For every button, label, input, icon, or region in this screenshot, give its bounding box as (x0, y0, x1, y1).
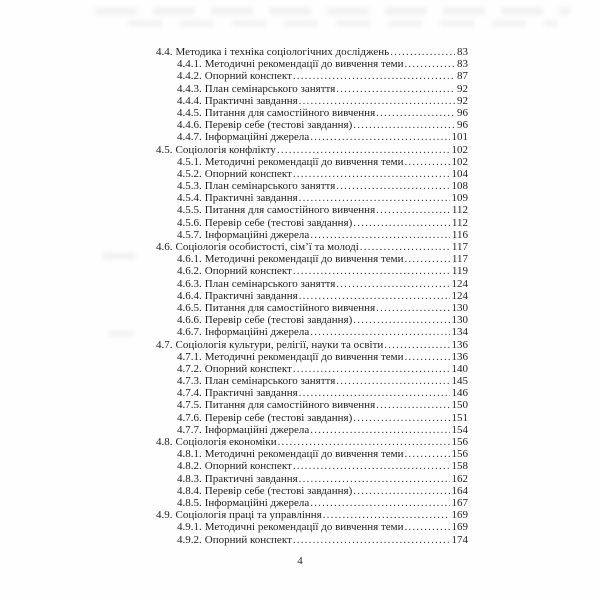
toc-entry-title: Практичні завдання (204, 387, 298, 400)
toc-entry-title: Методичні рекомендації до вивчення теми (204, 448, 404, 461)
toc-entry-page-number: 104 (451, 167, 468, 180)
scan-smudge-artifact (108, 331, 134, 336)
toc-subsection-row (156, 119, 468, 131)
toc-entry-title: Інформаційні джерела (204, 131, 310, 144)
toc-dot-leader (292, 534, 450, 546)
toc-subsection-row (156, 314, 468, 326)
toc-entry-title: Перевір себе (тестові завдання) (204, 216, 353, 229)
toc-entry-title: Питання для самостійного вивчення (204, 204, 376, 217)
toc-entry-number: 4.4.4. (177, 94, 202, 107)
toc-entry-number: 4.5.2. (177, 167, 202, 180)
toc-entry-page-number: 130 (451, 314, 468, 327)
toc-entry-page-number: 156 (451, 448, 468, 461)
toc-entry-number: 4.4.1. (177, 58, 202, 71)
toc-entry-page-number: 145 (451, 375, 468, 388)
page-number-footer: 4 (297, 555, 303, 567)
toc-dot-leader (352, 119, 455, 131)
toc-subsection-row (156, 156, 468, 168)
toc-entry-number: 4.5. (156, 143, 173, 156)
toc-subsection-row (156, 290, 468, 302)
toc-entry-title: План семінарського заняття (204, 82, 336, 95)
toc-entry-title: Інформаційні джерела (204, 423, 310, 436)
toc-entry-number: 4.8.2. (177, 460, 202, 473)
toc-entry-page-number: 169 (451, 509, 468, 522)
toc-dot-leader (335, 83, 455, 95)
toc-entry-title: Методика і техніка соціологічних досліджень (175, 46, 390, 58)
toc-entry-page-number: 130 (451, 301, 468, 314)
toc-entry-page-number: 174 (451, 533, 468, 546)
toc-dot-leader (335, 278, 449, 290)
toc-entry-page-number: 83 (457, 46, 468, 58)
toc-entry-title: Соціологія особистості, сім’ї та молоді (175, 241, 359, 253)
toc-subsection-row (156, 204, 468, 216)
toc-dot-leader (298, 192, 450, 204)
toc-subsection-row (156, 70, 468, 82)
toc-dot-leader (375, 204, 450, 216)
scan-bleedthrough-artifact (128, 20, 558, 27)
toc-section-row (156, 339, 468, 351)
toc-entry-title: Інформаційні джерела (204, 326, 310, 339)
toc-list (156, 46, 468, 546)
toc-entry-page-number: 101 (451, 131, 468, 144)
toc-entry-number: 4.4.5. (177, 106, 202, 119)
toc-entry-title: Питання для самостійного вивчення (204, 301, 376, 314)
toc-subsection-row (156, 326, 468, 338)
toc-subsection-row (156, 363, 468, 375)
toc-dot-leader (309, 424, 449, 436)
toc-entry-page-number: 140 (451, 362, 468, 375)
toc-dot-leader (309, 497, 449, 509)
toc-entry-page-number: 136 (451, 338, 468, 351)
toc-entry-title: Практичні завдання (204, 192, 298, 205)
toc-entry-number: 4.5.4. (177, 192, 202, 205)
toc-entry-page-number: 156 (451, 436, 468, 448)
toc-entry-title: Опорний конспект (204, 265, 292, 278)
toc-subsection-row (156, 265, 468, 277)
toc-subsection-row (156, 412, 468, 424)
toc-subsection-row (156, 485, 468, 497)
toc-dot-leader (352, 412, 449, 424)
toc-entry-number: 4.4.2. (177, 70, 202, 83)
scan-bleedthrough-artifact (95, 7, 570, 15)
toc-subsection-row (156, 302, 468, 314)
toc-subsection-row (156, 180, 468, 192)
toc-entry-title: Питання для самостійного вивчення (204, 106, 376, 119)
toc-entry-page-number: 169 (451, 521, 468, 534)
toc-entry-number: 4.6.6. (177, 314, 202, 327)
toc-dot-leader (383, 339, 449, 351)
toc-entry-page-number: 92 (457, 94, 468, 107)
toc-subsection-row (156, 253, 468, 265)
toc-dot-leader (403, 448, 449, 460)
toc-dot-leader (276, 144, 450, 156)
toc-dot-leader (352, 217, 450, 229)
toc-dot-leader (403, 351, 449, 363)
toc-entry-page-number: 117 (451, 253, 468, 266)
toc-subsection-row (156, 424, 468, 436)
toc-entry-title: Методичні рекомендації до вивчення теми (204, 350, 404, 363)
toc-entry-page-number: 124 (451, 289, 468, 302)
toc-entry-page-number: 134 (451, 326, 468, 339)
toc-entry-number: 4.8. (156, 436, 173, 448)
toc-dot-leader (309, 229, 450, 241)
toc-dot-leader (292, 363, 450, 375)
toc-entry-title: Опорний конспект (204, 167, 292, 180)
toc-section-row (156, 241, 468, 253)
toc-subsection-row (156, 131, 468, 143)
toc-entry-page-number: 124 (451, 277, 468, 290)
toc-subsection-row (156, 95, 468, 107)
toc-dot-leader (352, 485, 449, 497)
toc-entry-number: 4.9. (156, 509, 173, 522)
toc-dot-leader (352, 314, 449, 326)
toc-dot-leader (298, 387, 450, 399)
toc-dot-leader (403, 58, 455, 70)
toc-entry-title: План семінарського заняття (204, 375, 336, 388)
toc-entry-page-number: 116 (451, 228, 468, 241)
toc-entry-title: Опорний конспект (204, 460, 292, 473)
toc-entry-title: Методичні рекомендації до вивчення теми (204, 155, 404, 168)
toc-entry-number: 4.5.1. (177, 155, 202, 168)
toc-entry-title: Опорний конспект (204, 533, 292, 546)
toc-entry-title: Інформаційні джерела (204, 228, 310, 241)
toc-entry-page-number: 136 (451, 350, 468, 363)
toc-subsection-row (156, 229, 468, 241)
toc-entry-title: Методичні рекомендації до вивчення теми (204, 521, 404, 534)
toc-dot-leader (292, 70, 455, 82)
toc-entry-number: 4.6.2. (177, 265, 202, 278)
toc-entry-number: 4.6.7. (177, 326, 202, 339)
toc-entry-title: Опорний конспект (204, 70, 292, 83)
toc-entry-number: 4.5.7. (177, 228, 202, 241)
toc-section-row (156, 46, 468, 58)
toc-entry-number: 4.5.5. (177, 204, 202, 217)
toc-dot-leader (375, 107, 455, 119)
toc-entry-number: 4.8.1. (177, 448, 202, 461)
toc-subsection-row (156, 217, 468, 229)
toc-entry-title: Перевір себе (тестові завдання) (204, 314, 353, 327)
toc-subsection-row (156, 351, 468, 363)
toc-entry-number: 4.8.5. (177, 496, 202, 509)
toc-entry-title: Практичні завдання (204, 94, 298, 107)
toc-subsection-row (156, 497, 468, 509)
toc-entry-page-number: 154 (451, 423, 468, 436)
toc-entry-number: 4.6.3. (177, 277, 202, 290)
toc-entry-number: 4.7.3. (177, 375, 202, 388)
toc-subsection-row (156, 387, 468, 399)
scan-smudge-artifact (102, 253, 136, 259)
toc-dot-leader (403, 156, 449, 168)
toc-entry-title: Соціологія культури, релігії, науки та освіти (175, 338, 384, 351)
toc-dot-leader (335, 180, 449, 192)
toc-entry-number: 4.4.3. (177, 82, 202, 95)
toc-subsection-row (156, 521, 468, 533)
toc-entry-page-number: 164 (451, 484, 468, 497)
toc-dot-leader (389, 46, 455, 58)
toc-entry-number: 4.9.1. (177, 521, 202, 534)
toc-entry-number: 4.7.7. (177, 423, 202, 436)
toc-entry-page-number: 102 (451, 155, 468, 168)
toc-dot-leader (292, 265, 450, 277)
toc-entry-number: 4.5.6. (177, 216, 202, 229)
toc-entry-number: 4.6.1. (177, 253, 202, 266)
toc-entry-page-number: 102 (451, 143, 468, 156)
toc-subsection-row (156, 58, 468, 70)
toc-entry-title: Соціологія економіки (175, 436, 277, 448)
toc-entry-title: Соціологія конфлікту (175, 143, 276, 156)
toc-entry-page-number: 112 (451, 204, 468, 217)
toc-dot-leader (298, 95, 455, 107)
toc-entry-number: 4.9.2. (177, 533, 202, 546)
toc-dot-leader (322, 509, 450, 521)
toc-entry-number: 4.5.3. (177, 180, 202, 193)
toc-entry-page-number: 87 (457, 70, 468, 83)
toc-entry-page-number: 109 (451, 192, 468, 205)
toc-entry-page-number: 151 (451, 411, 468, 424)
toc-entry-page-number: 96 (457, 119, 468, 132)
toc-entry-number: 4.6. (156, 241, 173, 253)
toc-entry-page-number: 96 (457, 106, 468, 119)
toc-entry-title: Методичні рекомендації до вивчення теми (204, 253, 404, 266)
toc-subsection-row (156, 534, 468, 546)
toc-entry-number: 4.8.4. (177, 484, 202, 497)
toc-entry-number: 4.7.6. (177, 411, 202, 424)
toc-subsection-row (156, 375, 468, 387)
toc-entry-page-number: 112 (451, 216, 468, 229)
toc-dot-leader (292, 460, 450, 472)
toc-section-row (156, 436, 468, 448)
toc-entry-page-number: 108 (451, 180, 468, 193)
toc-entry-number: 4.4. (156, 46, 173, 58)
toc-dot-leader (403, 253, 449, 265)
toc-section-row (156, 509, 468, 521)
toc-entry-number: 4.6.5. (177, 301, 202, 314)
toc-entry-title: План семінарського заняття (204, 277, 336, 290)
toc-entry-number: 4.6.4. (177, 289, 202, 302)
toc-section-row (156, 144, 468, 156)
toc-dot-leader (309, 326, 449, 338)
toc-entry-page-number: 158 (451, 460, 468, 473)
toc-entry-number: 4.8.3. (177, 472, 202, 485)
toc-dot-leader (292, 168, 450, 180)
toc-entry-number: 4.4.6. (177, 119, 202, 132)
toc-dot-leader (375, 302, 449, 314)
toc-dot-leader (277, 436, 450, 448)
toc-subsection-row (156, 83, 468, 95)
toc-dot-leader (298, 473, 450, 485)
toc-entry-title: Питання для самостійного вивчення (204, 399, 376, 412)
toc-dot-leader (403, 521, 449, 533)
toc-dot-leader (359, 241, 450, 253)
toc-subsection-row (156, 278, 468, 290)
toc-entry-number: 4.7.2. (177, 362, 202, 375)
toc-entry-number: 4.7.5. (177, 399, 202, 412)
toc-entry-page-number: 117 (451, 241, 468, 253)
toc-entry-page-number: 162 (451, 472, 468, 485)
toc-entry-number: 4.7. (156, 338, 173, 351)
toc-entry-page-number: 150 (451, 399, 468, 412)
toc-subsection-row (156, 192, 468, 204)
toc-entry-title: Перевір себе (тестові завдання) (204, 119, 353, 132)
toc-dot-leader (335, 375, 449, 387)
toc-entry-title: Інформаційні джерела (204, 496, 310, 509)
toc-entry-page-number: 119 (451, 265, 468, 278)
toc-entry-title: Перевір себе (тестові завдання) (204, 411, 353, 424)
toc-subsection-row (156, 460, 468, 472)
toc-entry-title: Практичні завдання (204, 472, 298, 485)
toc-subsection-row (156, 448, 468, 460)
toc-entry-title: Перевір себе (тестові завдання) (204, 484, 353, 497)
toc-subsection-row (156, 473, 468, 485)
toc-entry-title: Соціологія праці та управління (175, 509, 322, 522)
toc-dot-leader (298, 290, 450, 302)
toc-entry-title: Опорний конспект (204, 362, 292, 375)
toc-entry-page-number: 83 (457, 58, 468, 71)
toc-entry-title: Практичні завдання (204, 289, 298, 302)
toc-dot-leader (375, 399, 449, 411)
toc-entry-number: 4.4.7. (177, 131, 202, 144)
toc-entry-number: 4.7.1. (177, 350, 202, 363)
toc-subsection-row (156, 399, 468, 411)
toc-subsection-row (156, 107, 468, 119)
toc-subsection-row (156, 168, 468, 180)
toc-entry-title: Методичні рекомендації до вивчення теми (204, 58, 404, 71)
toc-entry-page-number: 92 (457, 82, 468, 95)
toc-entry-page-number: 146 (451, 387, 468, 400)
toc-dot-leader (309, 131, 449, 143)
toc-entry-title: План семінарського заняття (204, 180, 336, 193)
toc-entry-number: 4.7.4. (177, 387, 202, 400)
toc-entry-page-number: 167 (451, 496, 468, 509)
